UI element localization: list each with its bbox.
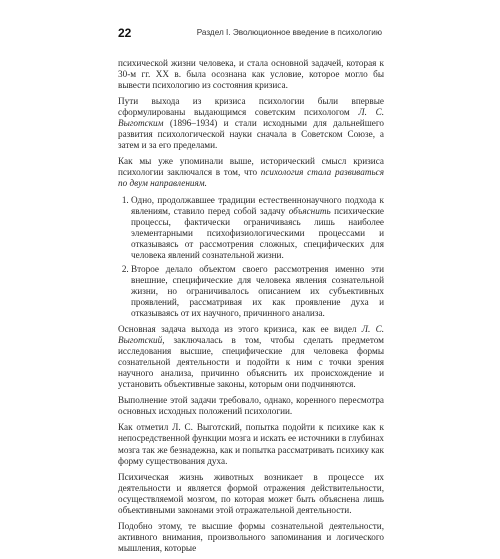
text-span: психические процессы, фактически ограничиваясь лишь наиболее элементарными психофизиологическими процессами и отказываясь от рассмотрения сложных, специфических для человека явлений сознательной жизни. [131,205,385,260]
text-span: Основная задача выхода из этого кризиса, как ее видел [118,324,362,335]
text-span: (1896–1934) и стали исходными для дальнейшего развития психологической науки сначала в Советском Союзе, а затем и за его пределами. [118,118,384,151]
paragraph: Подобно этому, те высшие формы сознательной деятельности, активного внимания, произвольного запоминания и логического мышления, которые [118,520,384,553]
text-span: , заключалась в том, чтобы сделать предметом исследования высшие, специфические для человека формы сознательной деятельности и подойти к ним с точки зрения научного анализа, причинно объяснить их происхождение и установить объективные законы, которым они подчиняются. [118,335,384,390]
author-name: Л. С. Выготским [118,107,384,129]
emphasis: психология стала развиваться по двум направлениям. [118,167,384,189]
paragraph [118,324,384,390]
text-span: Пути выхода из кризиса психологии были впервые сформулированы выдающимся советским психологом [118,96,384,118]
emphasis: объяснить [288,205,331,216]
paragraph: Выполнение этой задачи требовало, однако, коренного пересмотра основных исходных положений психологии. [118,395,384,417]
author-name: Л. С. Выготский [118,324,384,346]
paragraph [118,156,384,189]
list-item: 2. Второе делало объектом своего рассмотрения именно эти внешние, специфические для человека явления сознательной жизни, но ограничивалось описанием их субъективных проявлений, рассматривая их как проявление духа и отказываясь от их научного, причинного анализа. [131,264,384,319]
running-header [118,26,382,46]
text-span: Одно, продолжавшее традиции естественнонаучного подхода к явлениям, ставило перед собой задачу [131,194,384,216]
paragraph [118,96,384,151]
paragraph: Психическая жизнь животных возникает в процессе их деятельности и является формой отражения действительности, осуществляемой мозгом, по которая может быть объяснена лишь объективными законами этой отражательной деятельности. [118,471,384,515]
paragraph: Как отметил Л. С. Выготский, попытка подойти к психике как к непосредственной функции мозга и искать ее источники в глубинах мозга так же безнадежна, как и попытка рассматривать психику как форму существования духа. [118,422,384,466]
text-span: Как мы уже упоминали выше, исторический смысл кризиса психологии заключался в том, что [118,156,384,178]
paragraph: психической жизни человека, и стала основной задачей, которая к 30-м гг. XX в. была осознана как условие, которое могло бы вывести психологию из состояния кризиса. [118,58,384,91]
body-text [118,58,384,559]
section-title: Раздел I. Эволюционное введение в психологию [196,28,382,37]
numbered-list [118,195,384,320]
list-item [131,195,384,261]
page-number: 22 [118,26,132,40]
